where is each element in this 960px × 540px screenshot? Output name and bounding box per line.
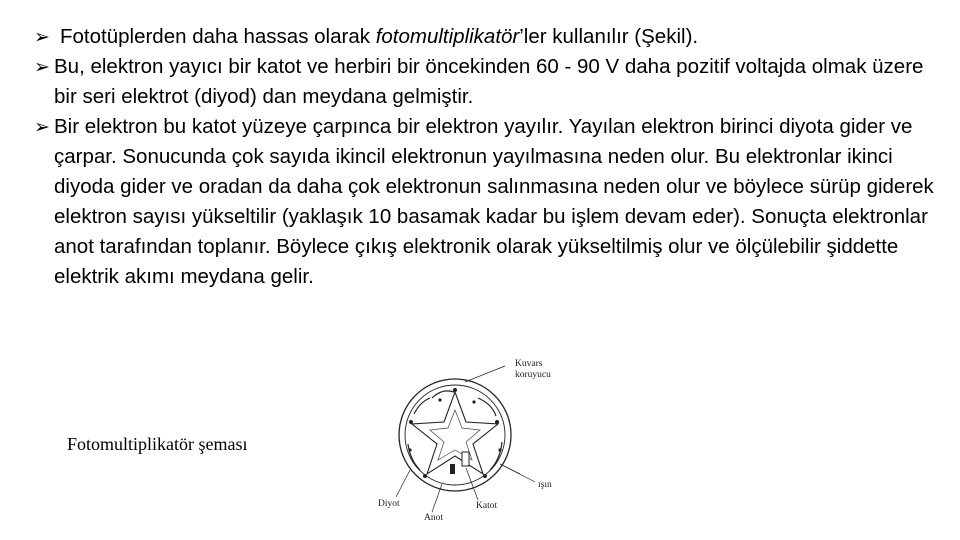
bullet-2-text: Bu, elektron yayıcı bir katot ve herbiri bir öncekinden 60 - 90 V daha pozitif voltajda olmak üzere bir seri elektrot (diyod) dan meydana gelmiştir. bbox=[54, 55, 924, 108]
bullet-list bbox=[34, 22, 944, 292]
bullet-item-3 bbox=[34, 112, 944, 292]
label-koruyucu: koruyucu bbox=[515, 370, 551, 380]
bullet-1-text-end: ’ler kullanılır (Şekil). bbox=[519, 25, 699, 48]
dynode-arc bbox=[432, 391, 454, 398]
dynode-arc bbox=[478, 398, 496, 416]
bullet-3-text: Bir elektron bu katot yüzeye çarpınca bir elektron yayılır. Yayılan elektron birinci diyota gider ve çarpar. Sonucunda çok sayıda ikincil elektronun yayılmasına neden olur. Bu elektronlar ikinci diyoda gider ve oradan da daha çok elektronun salınmasına neden olur ve böylece sürüp giderek elektron sayısı yükseltilir (yaklaşık 10 basamak kadar bu işlem devam eder). Sonuçta elektronlar anot tarafından toplanır. Böylece çıkış elektronik olarak yükseltilmiş olur ve ölçülebilir şiddette elektrik akımı meydana gelir. bbox=[54, 115, 934, 288]
electron-path-inner bbox=[430, 410, 480, 460]
bullet-1-text: Fototüplerden daha hassas olarak bbox=[60, 25, 376, 48]
label-kuvars: Kuvars bbox=[515, 359, 543, 369]
bullet-1-italic-term: fotomultiplikatör bbox=[375, 25, 520, 48]
label-diyot: Diyot bbox=[378, 499, 400, 509]
arrow-bullet-icon: ➢ bbox=[34, 26, 50, 48]
photomultiplier-diagram bbox=[370, 352, 580, 532]
dynode-arc bbox=[414, 398, 430, 414]
arrow-bullet-icon: ➢ bbox=[34, 56, 50, 78]
label-anot: Anot bbox=[424, 513, 443, 523]
anode-plate bbox=[450, 464, 455, 474]
bullet-item-1 bbox=[34, 22, 944, 52]
cathode-plate bbox=[462, 452, 469, 466]
figure-caption: Fotomultiplikatör şeması bbox=[67, 434, 248, 454]
label-isin: ışın bbox=[538, 480, 552, 490]
bullet-item-2 bbox=[34, 52, 944, 112]
quartz-envelope-outer bbox=[399, 379, 511, 491]
label-katot: Katot bbox=[476, 501, 498, 511]
light-ray-arrow bbox=[500, 464, 520, 474]
arrow-bullet-icon: ➢ bbox=[34, 116, 50, 138]
electron-path-star bbox=[412, 392, 498, 474]
